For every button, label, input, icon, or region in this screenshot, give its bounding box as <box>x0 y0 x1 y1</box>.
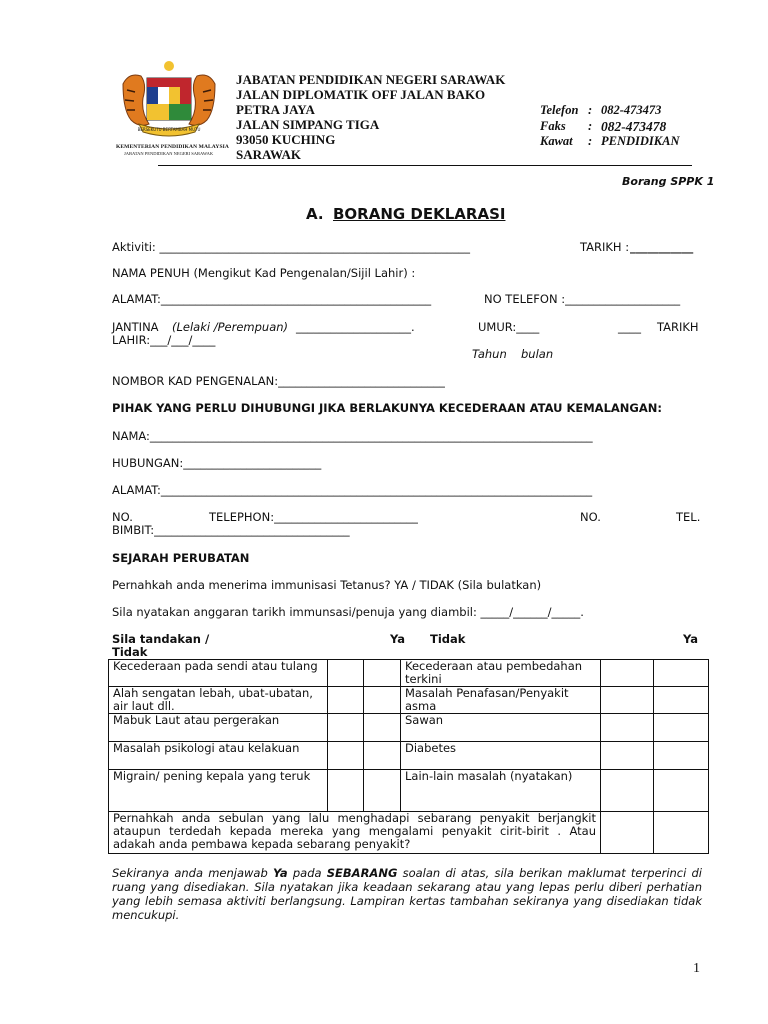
ya-checkbox-cell[interactable] <box>601 770 654 812</box>
tidak-checkbox-cell[interactable] <box>364 714 401 742</box>
medical-checklist-table <box>108 659 709 854</box>
no-telefon-field[interactable]: NO TELEFON :____________________ <box>484 292 681 306</box>
jantina-label: JANTINA <box>112 320 159 334</box>
address-line-4: JALAN SIMPANG TIGA <box>236 117 380 132</box>
ya-checkbox-cell[interactable] <box>328 742 364 770</box>
ministry-crest-logo <box>115 56 223 152</box>
tarikh-field[interactable]: ___________ <box>630 240 694 254</box>
tetanus-question[interactable]: Pernahkah anda menerima immunisasi Tetanus? YA / TIDAK (Sila bulatkan) <box>112 578 542 592</box>
ya-checkbox-cell[interactable] <box>328 714 364 742</box>
telefon-label: Telefon <box>540 103 579 117</box>
kawat-label: Kawat <box>540 134 573 148</box>
nama-penuh-label: NAMA PENUH (Mengikut Kad Pengenalan/Sijil Lahir) : <box>112 266 416 280</box>
note-sebarang: SEBARANG <box>326 866 398 880</box>
form-code: Borang SPPK 1 <box>622 175 715 188</box>
tarikh-label: TARIKH : <box>580 240 630 254</box>
ya-checkbox-cell[interactable] <box>601 660 654 687</box>
address-line-3: PETRA JAYA <box>236 102 315 117</box>
condition-cell: Lain-lain masalah (nyatakan) <box>401 770 601 812</box>
jantina-options: (Lelaki /Perempuan) <box>172 320 289 334</box>
faks-colon: : <box>588 119 593 133</box>
tidak-checkbox-cell[interactable] <box>654 742 709 770</box>
alamat-field[interactable]: ALAMAT:_______________________________________________ <box>112 292 432 306</box>
ya-checkbox-cell[interactable] <box>328 770 364 812</box>
emergency-hubungan-field[interactable]: HUBUNGAN:________________________ <box>112 456 322 470</box>
address-line-5: 93050 KUCHING <box>236 132 336 147</box>
umur-field[interactable]: UMUR:____ <box>478 320 540 334</box>
condition-cell: Sawan <box>401 714 601 742</box>
condition-cell: Mabuk Laut atau pergerakan <box>109 714 328 742</box>
tidak-checkbox-cell[interactable] <box>654 714 709 742</box>
emergency-nama-field[interactable]: NAMA:_____________________________________________________________________________ <box>112 429 593 443</box>
logo-caption-ministry: KEMENTERIAN PENDIDIKAN MALAYSIA <box>116 144 229 150</box>
ya-checkbox-cell[interactable] <box>328 660 364 687</box>
aktiviti-field[interactable]: Aktiviti: ______________________________________________________ <box>112 240 470 254</box>
tidak-checkbox-cell[interactable] <box>654 812 709 854</box>
table-row <box>109 770 709 812</box>
condition-cell: Migrain/ pening kepala yang teruk <box>109 770 328 812</box>
column-ya-right: Ya <box>683 632 699 646</box>
condition-cell: Masalah Penafasan/Penyakit asma <box>401 687 601 714</box>
umur-month-field[interactable]: ____ <box>618 320 641 334</box>
page-title: BORANG DEKLARASI <box>333 205 506 223</box>
table-row <box>109 687 709 714</box>
condition-cell: Alah sengatan lebah, ubat-ubatan, air laut dll. <box>109 687 328 714</box>
ya-checkbox-cell[interactable] <box>601 742 654 770</box>
table-row <box>109 812 709 854</box>
table-instruction-tidak: Tidak <box>112 645 148 659</box>
note-part-2: pada <box>287 866 327 880</box>
tahun-label: Tahun <box>472 347 507 361</box>
coat-of-arms-icon <box>115 56 223 152</box>
telefon-colon: : <box>588 103 593 117</box>
note-ya: Ya <box>272 866 288 880</box>
tidak-checkbox-cell[interactable] <box>364 660 401 687</box>
emergency-no-label: NO. <box>112 510 133 524</box>
ya-checkbox-cell[interactable] <box>601 687 654 714</box>
kad-pengenalan-field[interactable]: NOMBOR KAD PENGENALAN:_____________________________ <box>112 374 445 388</box>
note-part-1: Sekiranya anda menjawab <box>112 866 273 880</box>
jantina-field[interactable]: ____________________. <box>296 320 415 334</box>
tidak-checkbox-cell[interactable] <box>654 770 709 812</box>
section-letter: A. <box>306 205 324 223</box>
address-line-2: JALAN DIPLOMATIK OFF JALAN BAKO <box>236 87 486 102</box>
infectious-disease-question: Pernahkah anda sebulan yang lalu menghadapi sebarang penyakit berjangkit ataupun terdedah kepada mereka yang mengalami penyakit cirit-birit . Atau adakah anda pembawa kepada sebarang penyakit? <box>109 812 601 854</box>
medical-heading: SEJARAH PERUBATAN <box>112 551 250 565</box>
tidak-checkbox-cell[interactable] <box>654 660 709 687</box>
ya-checkbox-cell[interactable] <box>328 687 364 714</box>
emergency-tel-label: TEL. <box>676 510 701 524</box>
tidak-checkbox-cell[interactable] <box>364 770 401 812</box>
column-ya: Ya <box>390 632 406 646</box>
emergency-alamat-field[interactable]: ALAMAT:___________________________________________________________________________ <box>112 483 593 497</box>
immunisation-date-question[interactable]: Sila nyatakan anggaran tarikh immunsasi/penuja yang diambil: _____/______/_____. <box>112 605 584 619</box>
letterhead-divider <box>158 165 692 166</box>
faks-value: 082-473478 <box>601 119 667 134</box>
column-tidak: Tidak <box>430 632 466 646</box>
table-instruction: Sila tandakan / <box>112 632 210 646</box>
address-line-6: SARAWAK <box>236 147 302 162</box>
kawat-colon: : <box>588 134 593 148</box>
tidak-checkbox-cell[interactable] <box>364 742 401 770</box>
emergency-heading: PIHAK YANG PERLU DIHUBUNGI JIKA BERLAKUNYA KECEDERAAN ATAU KEMALANGAN: <box>112 401 662 415</box>
emergency-bimbit-field[interactable]: BIMBIT:__________________________________ <box>112 523 350 537</box>
kawat-value: PENDIDIKAN <box>601 134 680 148</box>
faks-label: Faks <box>540 119 566 133</box>
tidak-checkbox-cell[interactable] <box>364 687 401 714</box>
condition-cell: Masalah psikologi atau kelakuan <box>109 742 328 770</box>
condition-cell: Kecederaan pada sendi atau tulang <box>109 660 328 687</box>
ya-checkbox-cell[interactable] <box>601 812 654 854</box>
bulan-label: bulan <box>521 347 554 361</box>
address-line-1: JABATAN PENDIDIKAN NEGERI SARAWAK <box>236 72 506 87</box>
lahir-field[interactable]: LAHIR:___/___/____ <box>112 333 216 347</box>
ya-checkbox-cell[interactable] <box>601 714 654 742</box>
logo-motto: BERSEKUTU BERTAMBAH MUTU <box>137 127 201 132</box>
emergency-no2-label: NO. <box>580 510 601 524</box>
tarikh-lahir-label: TARIKH <box>657 320 699 334</box>
telefon-value: 082-473473 <box>601 103 662 117</box>
table-row <box>109 660 709 687</box>
table-row <box>109 742 709 770</box>
note-part-3: soalan di atas, sila berikan maklumat terperinci di ruang yang disediakan. Sila nyatakan jika keadaan sekarang atau yang lepas perlu diberi perhatian yang lebih semasa aktiviti berlangsung. Lampiran kertas tambahan sekiranya yang disediakan tidak mencukupi. <box>112 866 703 922</box>
table-row <box>109 714 709 742</box>
instructions-note <box>112 866 702 922</box>
emergency-telephon-field[interactable]: TELEPHON:_________________________ <box>209 510 418 524</box>
condition-cell: Kecederaan atau pembedahan terkini <box>401 660 601 687</box>
tidak-checkbox-cell[interactable] <box>654 687 709 714</box>
logo-caption-department: JABATAN PENDIDIKAN NEGERI SARAWAK <box>124 151 214 156</box>
page-number: 1 <box>693 961 700 976</box>
condition-cell: Diabetes <box>401 742 601 770</box>
